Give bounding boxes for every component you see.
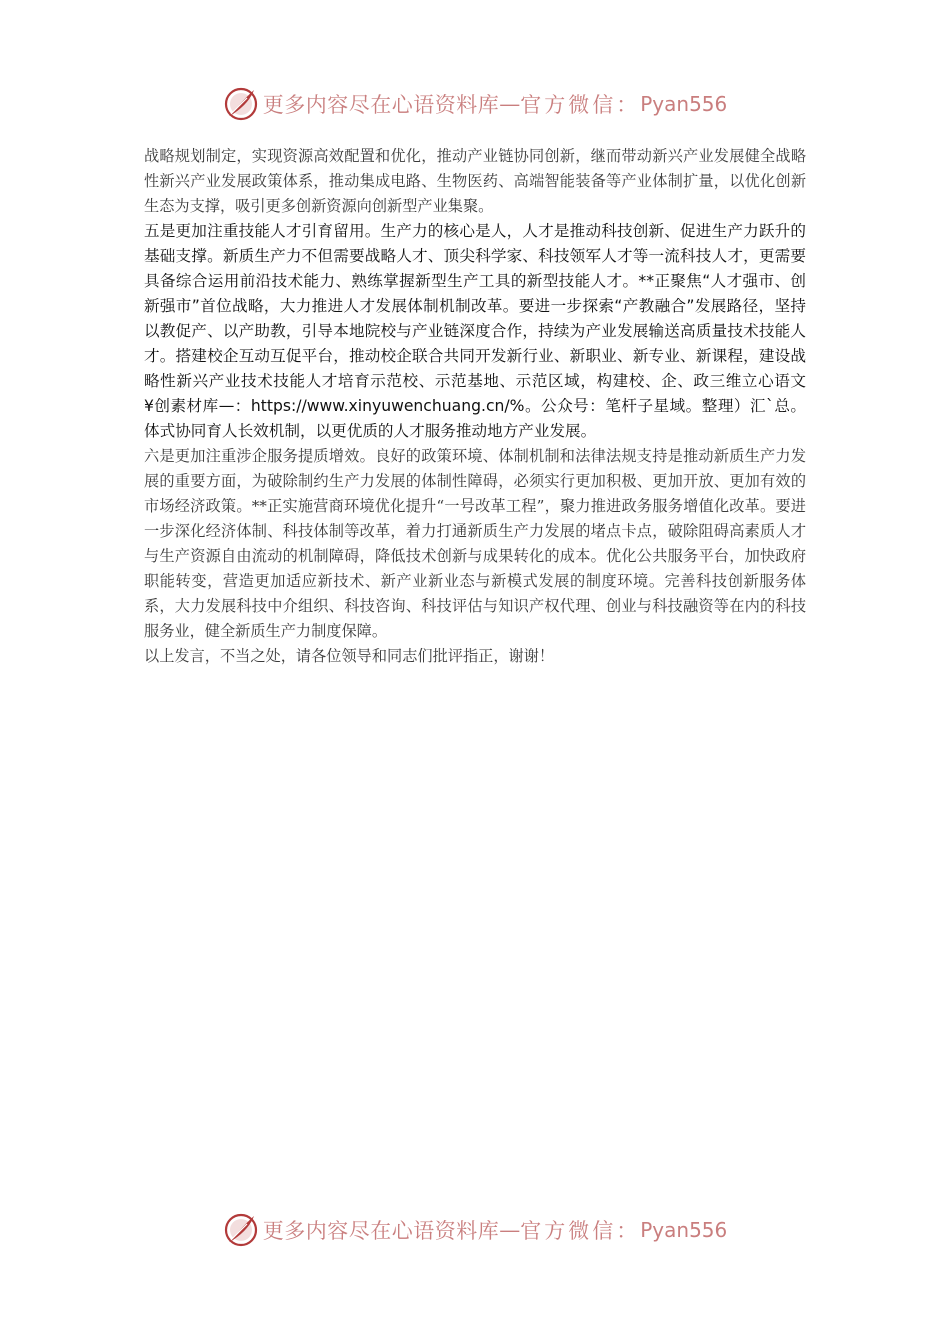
footer-banner <box>0 1208 950 1252</box>
footer-wechat-label: 官方微信： <box>520 1219 641 1243</box>
quill-pen-logo-icon <box>223 1212 259 1248</box>
paragraph-point-five: 五是更加注重技能人才引育留用。生产力的核心是人，人才是推动科技创新、促进生产力跃升的基础支撑。新质生产力不但需要战略人才、顶尖科学家、科技领军人才等一流科技人才，更需要具备综合运用前沿技术能力、熟练掌握新型生产工具的新型技能人才。**正聚焦“人才强市、创新强市”首位战略，大力推进人才发展体制机制改革。要进一步探索“产教融合”发展路径，坚持以教促产、以产助教，引导本地院校与产业链深度合作，持续为产业发展输送高质量技术技能人才。搭建校企互动互促平台，推动校企联合共同开发新行业、新职业、新专业、新课程，建设战略性新兴产业技术技能人才培育示范校、示范基地、示范区域，构建校、企、政三维立心语文¥创素材库—：https://www.xinyuwenchuang.cn/%。公众号：笔杆子星域。整理）汇`总。体式协同育人长效机制，以更优质的人才服务推动地方产业发展。 <box>144 222 806 440</box>
header-banner <box>0 82 950 126</box>
header-banner-text: 更多内容尽在心语资料库 <box>262 93 500 117</box>
paragraph-point-six: 六是更加注重涉企服务提质增效。良好的政策环境、体制机制和法律法规支持是推动新质生产力发展的重要方面，为破除制约生产力发展的体制性障碍，必须实行更加积极、更加开放、更加有效的市场经济政策。**正实施营商环境优化提升“一号改革工程”，聚力推进政务服务增值化改革。要进一步深化经济体制、科技体制等改革，着力打通新质生产力发展的堵点卡点，破除阻碍高素质人才与生产资源自由流动的机制障碍，降低技术创新与成果转化的成本。优化公共服务平台，加快政府职能转变，营造更加适应新技术、新产业新业态与新模式发展的制度环境。完善科技创新服务体系，大力发展科技中介组织、科技咨询、科技评估与知识产权代理、创业与科技融资等在内的科技服务业，健全新质生产力制度保障。 <box>144 447 806 640</box>
footer-banner-text: 更多内容尽在心语资料库 <box>262 1219 500 1243</box>
header-wechat-label: 官方微信： <box>520 93 641 117</box>
header-banner-separator: — <box>499 92 521 116</box>
footer-wechat-id: Pyan556 <box>640 1218 728 1242</box>
quill-pen-logo-icon <box>223 86 259 122</box>
paragraph-intro-continuation: 战略规划制定，实现资源高效配置和优化，推动产业链协同创新，继而带动新兴产业发展健全战略性新兴产业发展政策体系，推动集成电路、生物医药、高端智能装备等产业体制扩量，以优化创新生态为支撑，吸引更多创新资源向创新型产业集聚。 <box>144 147 806 215</box>
header-wechat-id: Pyan556 <box>640 92 728 116</box>
document-body <box>144 144 806 669</box>
footer-banner-separator: — <box>499 1218 521 1242</box>
paragraph-closing: 以上发言，不当之处，请各位领导和同志们批评指正，谢谢！ <box>144 647 555 665</box>
